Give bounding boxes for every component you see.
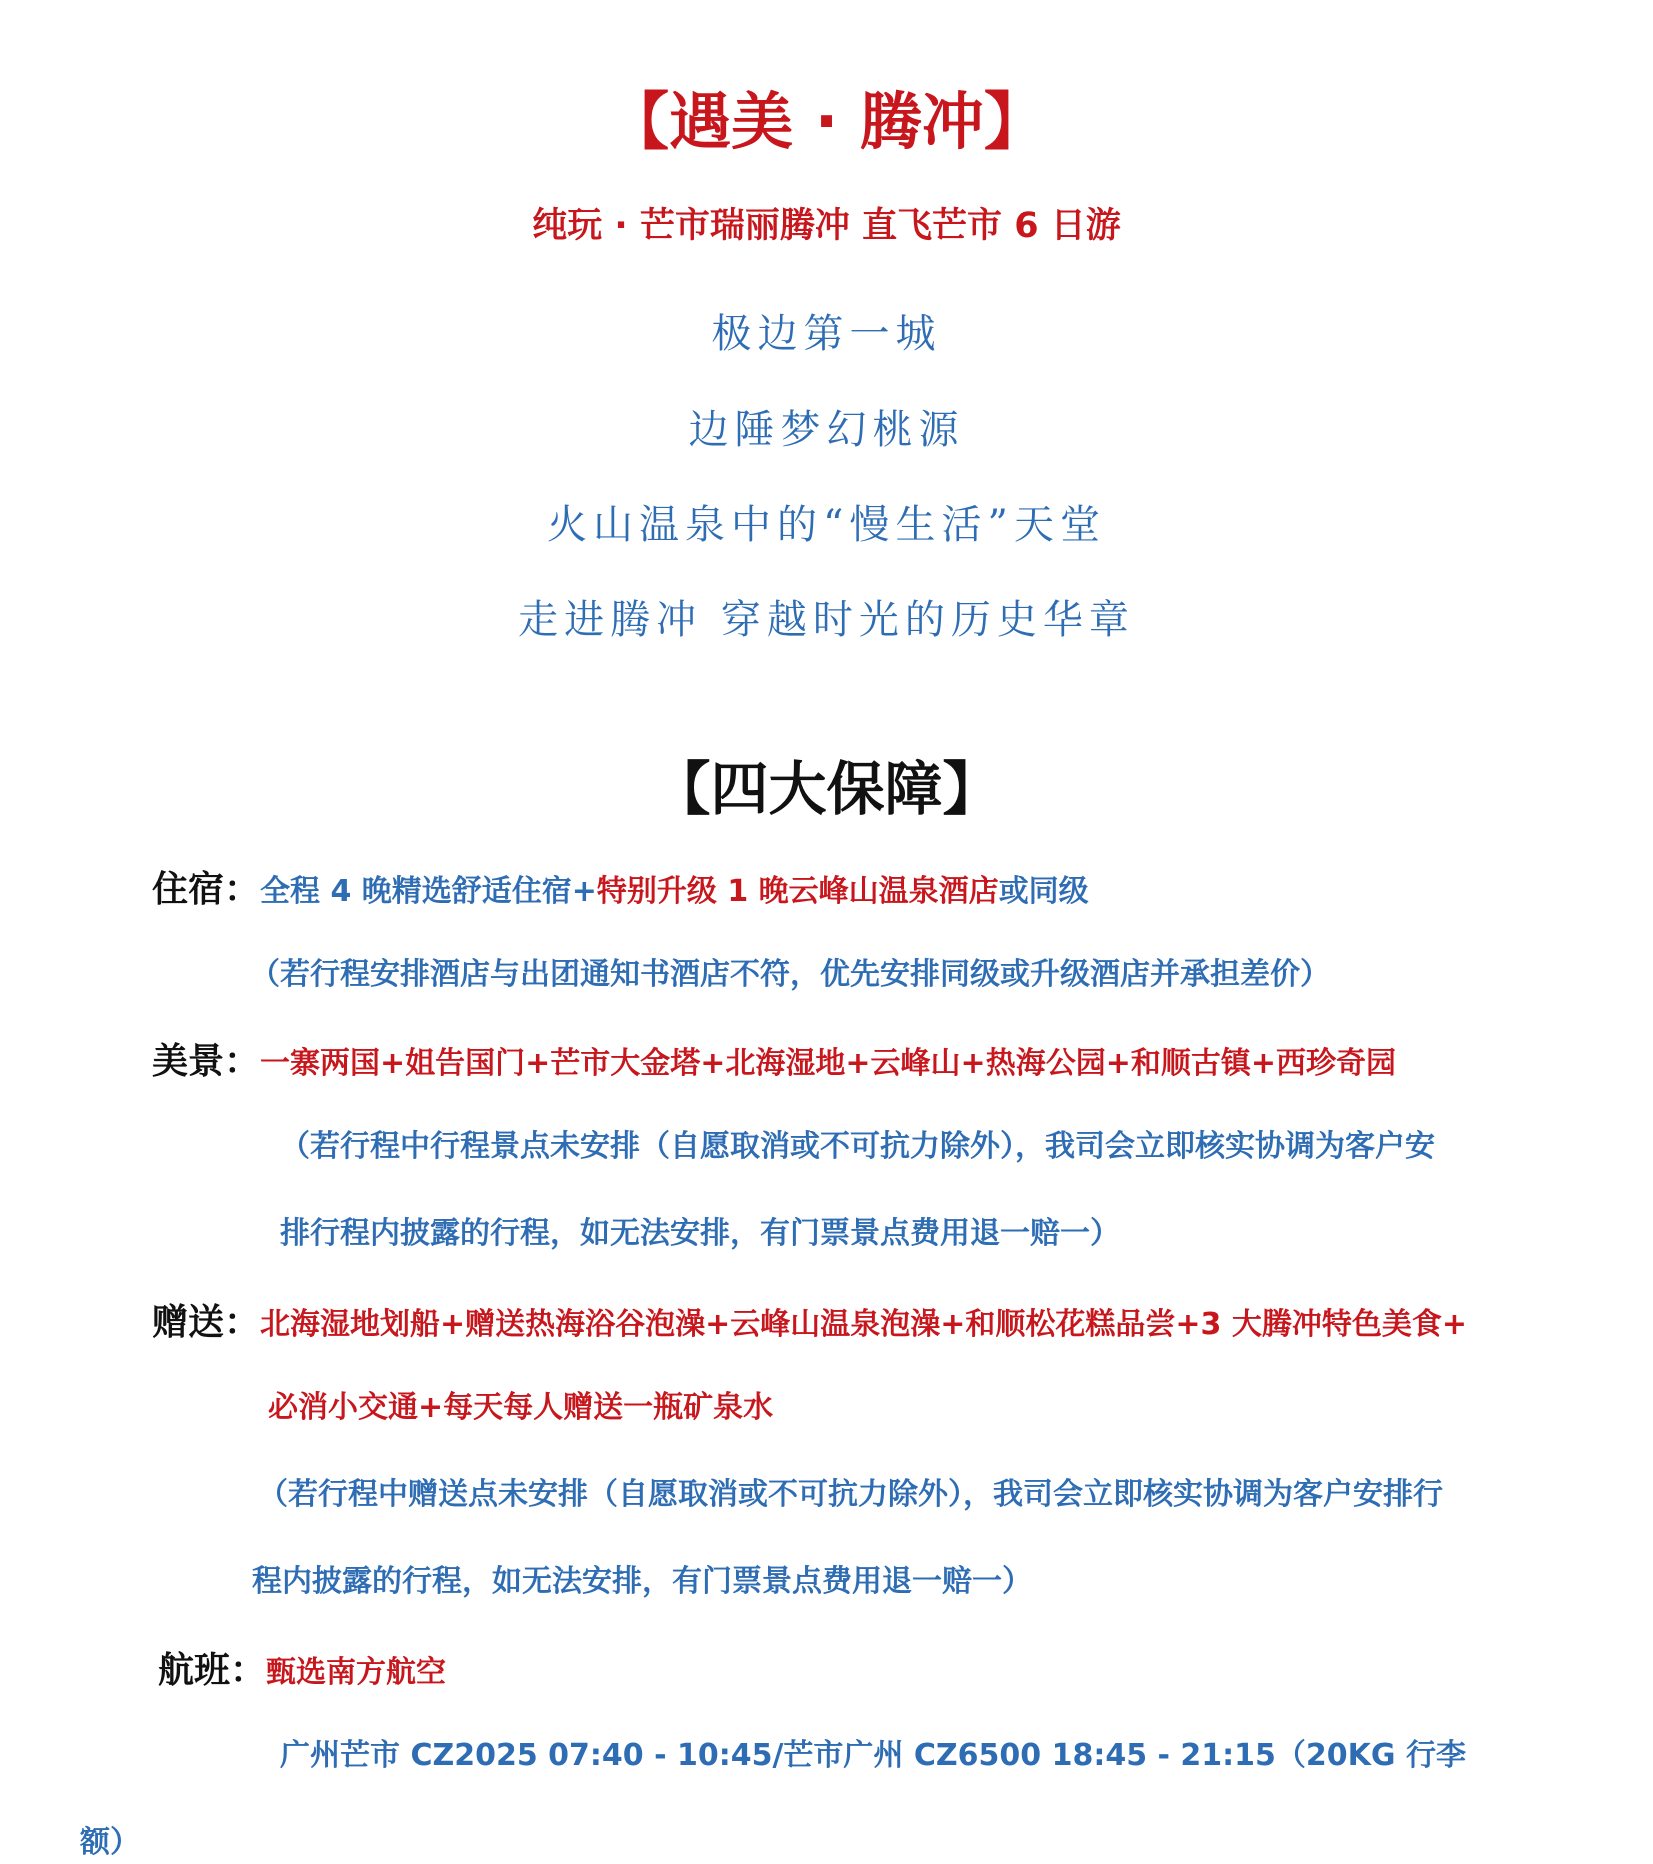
gifts-label: 赠送： <box>152 1302 261 1343</box>
scenery-label: 美景： <box>152 1041 261 1082</box>
scenery-note-line2: 排行程内披露的行程，如无法安排，有门票景点费用退一赔一） <box>280 1216 1120 1251</box>
gifts-text-line1: 北海湿地划船+赠送热海浴谷泡澡+云峰山温泉泡澡+和顺松花糕品尝+3 大腾冲特色美食+ <box>260 1307 1468 1342</box>
flight-detail-line1: 广州芒市 CZ2025 07:40 - 10:45/芒市广州 CZ6500 18:45 - 21:15（20KG 行李 <box>280 1738 1466 1773</box>
slogan-line: 走进腾冲 穿越时光的历史华章 <box>518 597 1135 643</box>
gifts-note-line1: （若行程中赠送点未安排（自愿取消或不可抗力除外），我司会立即核实协调为客户安排行 <box>258 1477 1443 1512</box>
lodging-label: 住宿： <box>152 869 261 910</box>
page-title: 【遇美 · 腾冲】 <box>607 85 1046 158</box>
scenery-note-line1: （若行程中行程景点未安排（自愿取消或不可抗力除外），我司会立即核实协调为客户安 <box>280 1129 1435 1164</box>
lodging-row <box>152 861 1089 912</box>
section-title: 【四大保障】 <box>652 755 1001 823</box>
lodging-text-part2: 特别升级 1 晚云峰山温泉酒店 <box>596 874 999 909</box>
scenery-text: 一寨两国+姐告国门+芒市大金塔+北海湿地+云峰山+热海公园+和顺古镇+西珍奇园 <box>260 1046 1396 1081</box>
scenery-row <box>152 1033 1396 1084</box>
flight-detail-line2: 额） <box>80 1825 140 1860</box>
page-subtitle: 纯玩 · 芒市瑞丽腾冲 直飞芒市 6 日游 <box>532 206 1121 246</box>
slogan-line: 极边第一城 <box>711 311 942 357</box>
gifts-text-line2: 必消小交通+每天每人赠送一瓶矿泉水 <box>268 1390 774 1425</box>
lodging-note: （若行程安排酒店与出团通知书酒店不符，优先安排同级或升级酒店并承担差价） <box>250 957 1330 992</box>
flight-label: 航班： <box>158 1650 267 1691</box>
slogan-line: 边陲梦幻桃源 <box>688 407 965 453</box>
gifts-row <box>152 1294 1467 1345</box>
lodging-text-part3: 或同级 <box>998 874 1089 909</box>
flight-row <box>158 1642 446 1693</box>
gifts-note-line2: 程内披露的行程，如无法安排，有门票景点费用退一赔一） <box>252 1564 1032 1599</box>
slogan-line: 火山温泉中的“慢生活”天堂 <box>547 502 1106 548</box>
flight-airline: 甄选南方航空 <box>266 1655 447 1690</box>
lodging-text-part1: 全程 4 晚精选舒适住宿+ <box>260 874 597 909</box>
